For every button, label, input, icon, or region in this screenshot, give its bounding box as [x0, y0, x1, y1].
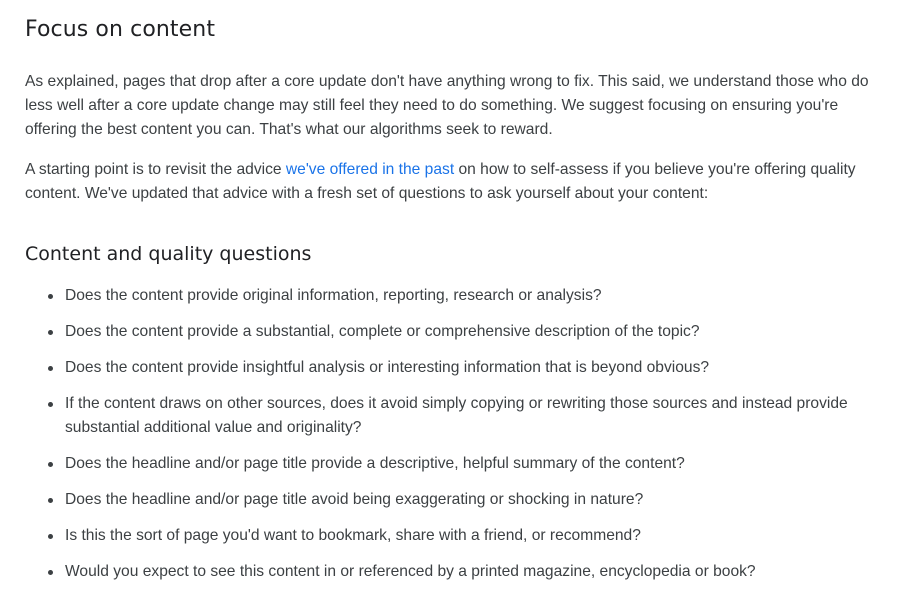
list-item	[65, 392, 887, 440]
list-item-text: If the content draws on other sources, does it avoid simply copying or rewriting those sources and instead provide substantial additional value and originality?	[65, 395, 848, 436]
bullet-icon	[48, 366, 53, 371]
advice-text-before: A starting point is to revisit the advice	[25, 161, 286, 178]
list-item-text: Does the content provide original information, reporting, research or analysis?	[65, 287, 602, 304]
list-item-text: Does the content provide insightful analysis or interesting information that is beyond obvious?	[65, 359, 710, 376]
subsection-heading: Content and quality questions	[25, 243, 312, 265]
questions-list	[25, 284, 887, 584]
list-item-text: Does the headline and/or page title avoid being exaggerating or shocking in nature?	[65, 491, 644, 508]
bullet-icon	[48, 570, 53, 575]
section-heading: Focus on content	[25, 17, 216, 42]
list-item-text: Does the content provide a substantial, complete or comprehensive description of the topic?	[65, 323, 700, 340]
bullet-icon	[48, 534, 53, 539]
past-advice-link[interactable]: we've offered in the past	[285, 161, 455, 178]
list-item-text: Would you expect to see this content in or referenced by a printed magazine, encyclopedia or book?	[65, 563, 756, 580]
list-item-text: Does the headline and/or page title provide a descriptive, helpful summary of the content?	[65, 455, 685, 472]
article-content	[25, 0, 887, 596]
list-item	[65, 488, 887, 512]
intro-paragraph: As explained, pages that drop after a core update don't have anything wrong to fix. This said, we understand those who do less well after a core update change may still feel they need to do something. We suggest focusing on ensuring you're offering the best content you can. That's what our algorithms seek to reward.	[25, 73, 869, 138]
bullet-icon	[48, 462, 53, 467]
bullet-icon	[48, 294, 53, 299]
list-item	[65, 284, 887, 308]
bullet-icon	[48, 330, 53, 335]
bullet-icon	[48, 498, 53, 503]
list-item	[65, 560, 887, 584]
advice-text-after: on how to self-assess if you believe you're offering quality content. We've updated that advice with a fresh set of questions to ask yourself about your content:	[25, 161, 856, 202]
list-item-text: Is this the sort of page you'd want to bookmark, share with a friend, or recommend?	[65, 527, 641, 544]
bullet-icon	[48, 402, 53, 407]
list-item	[65, 452, 887, 476]
list-item	[65, 356, 887, 380]
advice-paragraph	[25, 158, 887, 206]
list-item	[65, 320, 887, 344]
list-item	[65, 524, 887, 548]
